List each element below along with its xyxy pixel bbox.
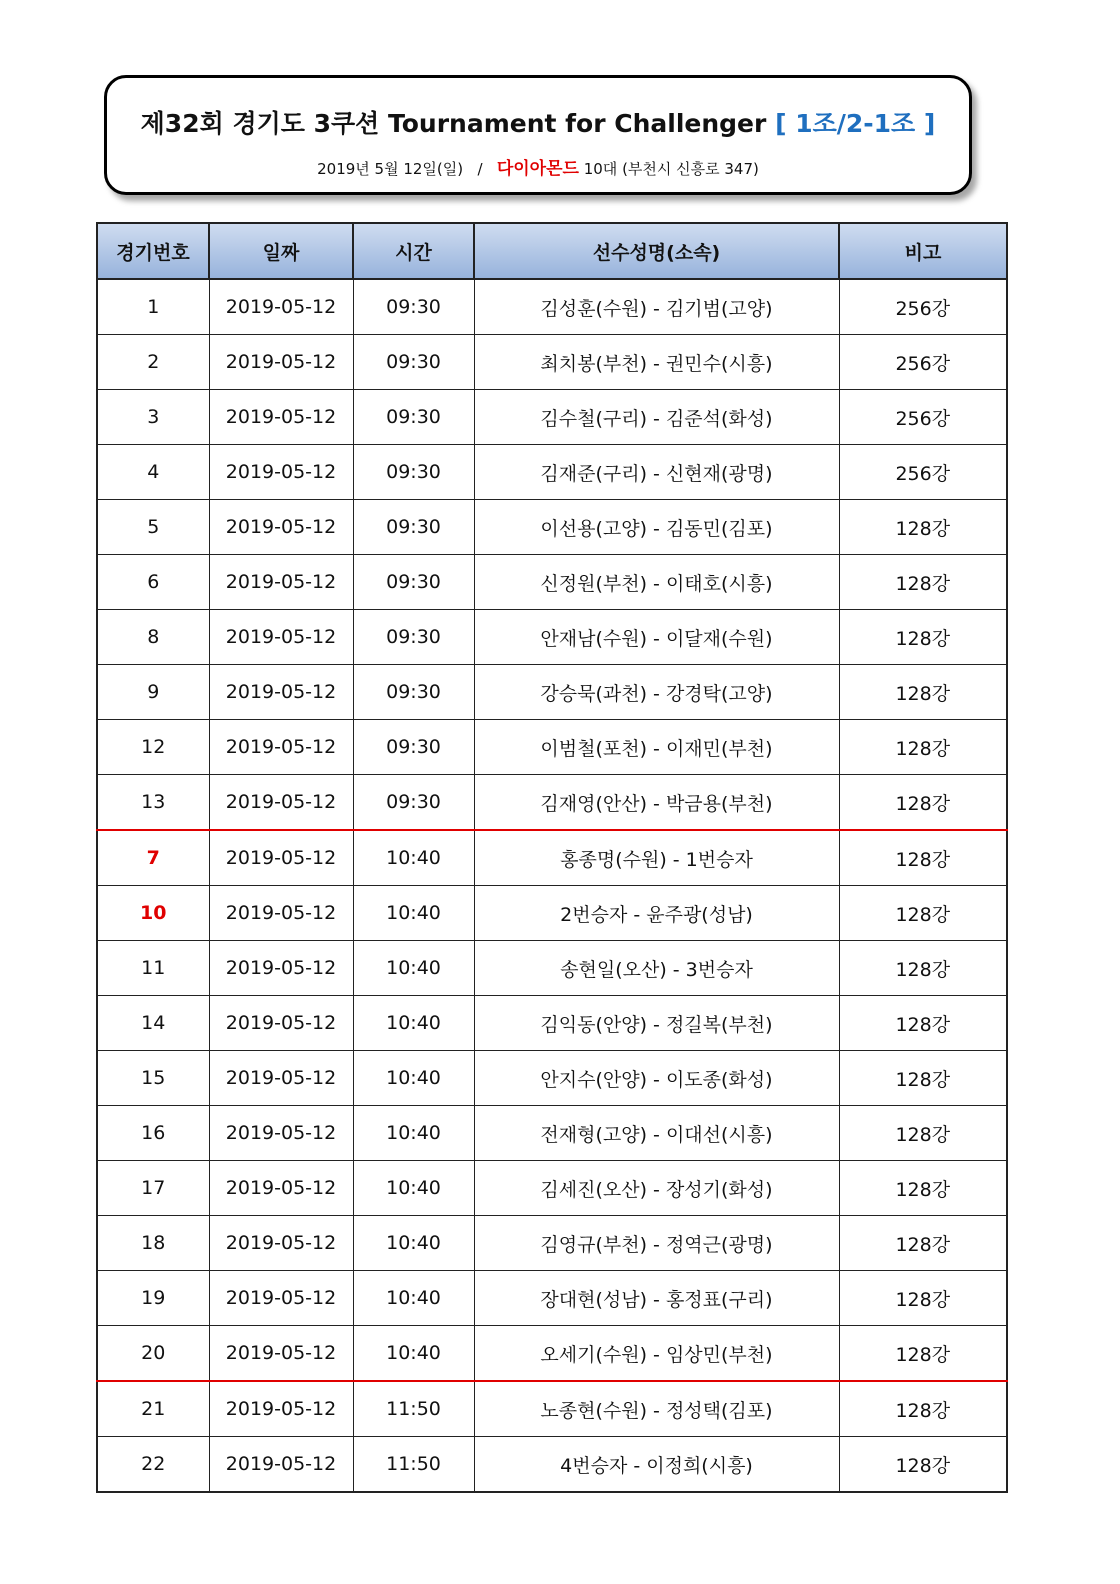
match-no-cell: 10 bbox=[97, 886, 209, 941]
match-no-cell: 17 bbox=[97, 1161, 209, 1216]
table-row bbox=[97, 1161, 1007, 1216]
date-cell: 2019-05-12 bbox=[209, 390, 353, 445]
table-row bbox=[97, 1326, 1007, 1382]
note-cell: 256강 bbox=[839, 335, 1007, 390]
match-no-cell: 13 bbox=[97, 775, 209, 831]
title-group: [ 1조/2-1조 ] bbox=[775, 109, 936, 138]
note-cell: 256강 bbox=[839, 390, 1007, 445]
players-cell: 김수철(구리) - 김준석(화성) bbox=[474, 390, 839, 445]
players-cell: 안지수(안양) - 이도종(화성) bbox=[474, 1051, 839, 1106]
players-cell: 4번승자 - 이정희(시흥) bbox=[474, 1437, 839, 1493]
venue-detail: 10대 (부천시 신흥로 347) bbox=[583, 160, 759, 178]
date-cell: 2019-05-12 bbox=[209, 941, 353, 996]
table-row bbox=[97, 886, 1007, 941]
time-cell: 09:30 bbox=[353, 335, 474, 390]
match-no-cell: 22 bbox=[97, 1437, 209, 1493]
players-cell: 노종현(수원) - 정성택(김포) bbox=[474, 1381, 839, 1437]
note-cell: 256강 bbox=[839, 445, 1007, 500]
note-cell: 128강 bbox=[839, 1437, 1007, 1493]
table-row bbox=[97, 941, 1007, 996]
column-header-match-no: 경기번호 bbox=[97, 223, 209, 279]
players-cell: 김성훈(수원) - 김기범(고양) bbox=[474, 279, 839, 335]
event-date: 2019년 5월 12일(일) bbox=[317, 160, 464, 178]
date-cell: 2019-05-12 bbox=[209, 610, 353, 665]
date-cell: 2019-05-12 bbox=[209, 1271, 353, 1326]
players-cell: 장대현(성남) - 홍정표(구리) bbox=[474, 1271, 839, 1326]
match-no-cell: 16 bbox=[97, 1106, 209, 1161]
column-header-note: 비고 bbox=[839, 223, 1007, 279]
table-row bbox=[97, 445, 1007, 500]
note-cell: 128강 bbox=[839, 1326, 1007, 1382]
time-cell: 09:30 bbox=[353, 279, 474, 335]
players-cell: 2번승자 - 윤주광(성남) bbox=[474, 886, 839, 941]
schedule-body bbox=[97, 279, 1007, 1492]
players-cell: 이선용(고양) - 김동민(김포) bbox=[474, 500, 839, 555]
players-cell: 김세진(오산) - 장성기(화성) bbox=[474, 1161, 839, 1216]
match-no-cell: 18 bbox=[97, 1216, 209, 1271]
time-cell: 09:30 bbox=[353, 445, 474, 500]
players-cell: 안재남(수원) - 이달재(수원) bbox=[474, 610, 839, 665]
match-no-cell: 4 bbox=[97, 445, 209, 500]
players-cell: 신정원(부천) - 이태호(시흥) bbox=[474, 555, 839, 610]
date-cell: 2019-05-12 bbox=[209, 830, 353, 886]
column-header-players: 선수성명(소속) bbox=[474, 223, 839, 279]
players-cell: 김익동(안양) - 정길복(부천) bbox=[474, 996, 839, 1051]
match-no-cell: 8 bbox=[97, 610, 209, 665]
players-cell: 김재준(구리) - 신현재(광명) bbox=[474, 445, 839, 500]
date-cell: 2019-05-12 bbox=[209, 996, 353, 1051]
table-header-row bbox=[97, 223, 1007, 279]
column-header-date: 일짜 bbox=[209, 223, 353, 279]
note-cell: 128강 bbox=[839, 610, 1007, 665]
date-cell: 2019-05-12 bbox=[209, 1437, 353, 1493]
date-cell: 2019-05-12 bbox=[209, 1051, 353, 1106]
venue-name: 다이아몬드 bbox=[496, 159, 579, 179]
note-cell: 128강 bbox=[839, 996, 1007, 1051]
note-cell: 128강 bbox=[839, 941, 1007, 996]
date-cell: 2019-05-12 bbox=[209, 1326, 353, 1382]
table-row bbox=[97, 279, 1007, 335]
date-cell: 2019-05-12 bbox=[209, 1381, 353, 1437]
time-cell: 10:40 bbox=[353, 1271, 474, 1326]
players-cell: 최치봉(부천) - 권민수(시흥) bbox=[474, 335, 839, 390]
date-cell: 2019-05-12 bbox=[209, 500, 353, 555]
table-row bbox=[97, 830, 1007, 886]
time-cell: 09:30 bbox=[353, 610, 474, 665]
table-row bbox=[97, 996, 1007, 1051]
match-no-cell: 2 bbox=[97, 335, 209, 390]
table-row bbox=[97, 555, 1007, 610]
note-cell: 128강 bbox=[839, 1051, 1007, 1106]
title-main: 제32회 경기도 3쿠션 Tournament for Challenger bbox=[140, 109, 767, 138]
table-row bbox=[97, 1051, 1007, 1106]
match-no-cell: 21 bbox=[97, 1381, 209, 1437]
subtitle-separator: / bbox=[477, 160, 483, 178]
date-cell: 2019-05-12 bbox=[209, 1161, 353, 1216]
match-no-cell: 19 bbox=[97, 1271, 209, 1326]
time-cell: 09:30 bbox=[353, 500, 474, 555]
players-cell: 이범철(포천) - 이재민(부천) bbox=[474, 720, 839, 775]
time-cell: 10:40 bbox=[353, 1326, 474, 1382]
note-cell: 128강 bbox=[839, 775, 1007, 831]
time-cell: 10:40 bbox=[353, 996, 474, 1051]
match-no-cell: 20 bbox=[97, 1326, 209, 1382]
time-cell: 10:40 bbox=[353, 1106, 474, 1161]
time-cell: 11:50 bbox=[353, 1437, 474, 1493]
match-no-cell: 7 bbox=[97, 830, 209, 886]
table-row bbox=[97, 610, 1007, 665]
date-cell: 2019-05-12 bbox=[209, 665, 353, 720]
match-no-cell: 14 bbox=[97, 996, 209, 1051]
date-cell: 2019-05-12 bbox=[209, 335, 353, 390]
date-cell: 2019-05-12 bbox=[209, 279, 353, 335]
table-row bbox=[97, 1381, 1007, 1437]
date-cell: 2019-05-12 bbox=[209, 1216, 353, 1271]
subtitle bbox=[107, 154, 969, 179]
match-no-cell: 3 bbox=[97, 390, 209, 445]
date-cell: 2019-05-12 bbox=[209, 1106, 353, 1161]
time-cell: 10:40 bbox=[353, 830, 474, 886]
note-cell: 128강 bbox=[839, 1161, 1007, 1216]
players-cell: 강승묵(과천) - 강경탁(고양) bbox=[474, 665, 839, 720]
note-cell: 128강 bbox=[839, 1216, 1007, 1271]
time-cell: 10:40 bbox=[353, 886, 474, 941]
page-title bbox=[107, 104, 969, 140]
table-row bbox=[97, 665, 1007, 720]
table-row bbox=[97, 1437, 1007, 1493]
date-cell: 2019-05-12 bbox=[209, 775, 353, 831]
table-row bbox=[97, 720, 1007, 775]
note-cell: 128강 bbox=[839, 555, 1007, 610]
table-row bbox=[97, 335, 1007, 390]
time-cell: 10:40 bbox=[353, 1161, 474, 1216]
note-cell: 256강 bbox=[839, 279, 1007, 335]
match-no-cell: 6 bbox=[97, 555, 209, 610]
players-cell: 오세기(수원) - 임상민(부천) bbox=[474, 1326, 839, 1382]
time-cell: 09:30 bbox=[353, 775, 474, 831]
table-row bbox=[97, 775, 1007, 831]
column-header-time: 시간 bbox=[353, 223, 474, 279]
players-cell: 송현일(오산) - 3번승자 bbox=[474, 941, 839, 996]
time-cell: 09:30 bbox=[353, 720, 474, 775]
table-row bbox=[97, 1106, 1007, 1161]
note-cell: 128강 bbox=[839, 1271, 1007, 1326]
players-cell: 김영규(부천) - 정역근(광명) bbox=[474, 1216, 839, 1271]
note-cell: 128강 bbox=[839, 665, 1007, 720]
match-no-cell: 1 bbox=[97, 279, 209, 335]
time-cell: 11:50 bbox=[353, 1381, 474, 1437]
date-cell: 2019-05-12 bbox=[209, 720, 353, 775]
note-cell: 128강 bbox=[839, 830, 1007, 886]
match-no-cell: 5 bbox=[97, 500, 209, 555]
table-row bbox=[97, 390, 1007, 445]
note-cell: 128강 bbox=[839, 720, 1007, 775]
schedule-table bbox=[96, 222, 1008, 1493]
match-no-cell: 12 bbox=[97, 720, 209, 775]
time-cell: 10:40 bbox=[353, 1216, 474, 1271]
note-cell: 128강 bbox=[839, 500, 1007, 555]
match-no-cell: 15 bbox=[97, 1051, 209, 1106]
players-cell: 홍종명(수원) - 1번승자 bbox=[474, 830, 839, 886]
players-cell: 전재형(고양) - 이대선(시흥) bbox=[474, 1106, 839, 1161]
match-no-cell: 9 bbox=[97, 665, 209, 720]
table-row bbox=[97, 1216, 1007, 1271]
time-cell: 10:40 bbox=[353, 1051, 474, 1106]
time-cell: 09:30 bbox=[353, 390, 474, 445]
date-cell: 2019-05-12 bbox=[209, 555, 353, 610]
time-cell: 10:40 bbox=[353, 941, 474, 996]
title-box bbox=[104, 75, 972, 195]
table-row bbox=[97, 1271, 1007, 1326]
note-cell: 128강 bbox=[839, 1106, 1007, 1161]
time-cell: 09:30 bbox=[353, 665, 474, 720]
date-cell: 2019-05-12 bbox=[209, 886, 353, 941]
note-cell: 128강 bbox=[839, 886, 1007, 941]
time-cell: 09:30 bbox=[353, 555, 474, 610]
players-cell: 김재영(안산) - 박금용(부천) bbox=[474, 775, 839, 831]
table-row bbox=[97, 500, 1007, 555]
note-cell: 128강 bbox=[839, 1381, 1007, 1437]
match-no-cell: 11 bbox=[97, 941, 209, 996]
date-cell: 2019-05-12 bbox=[209, 445, 353, 500]
